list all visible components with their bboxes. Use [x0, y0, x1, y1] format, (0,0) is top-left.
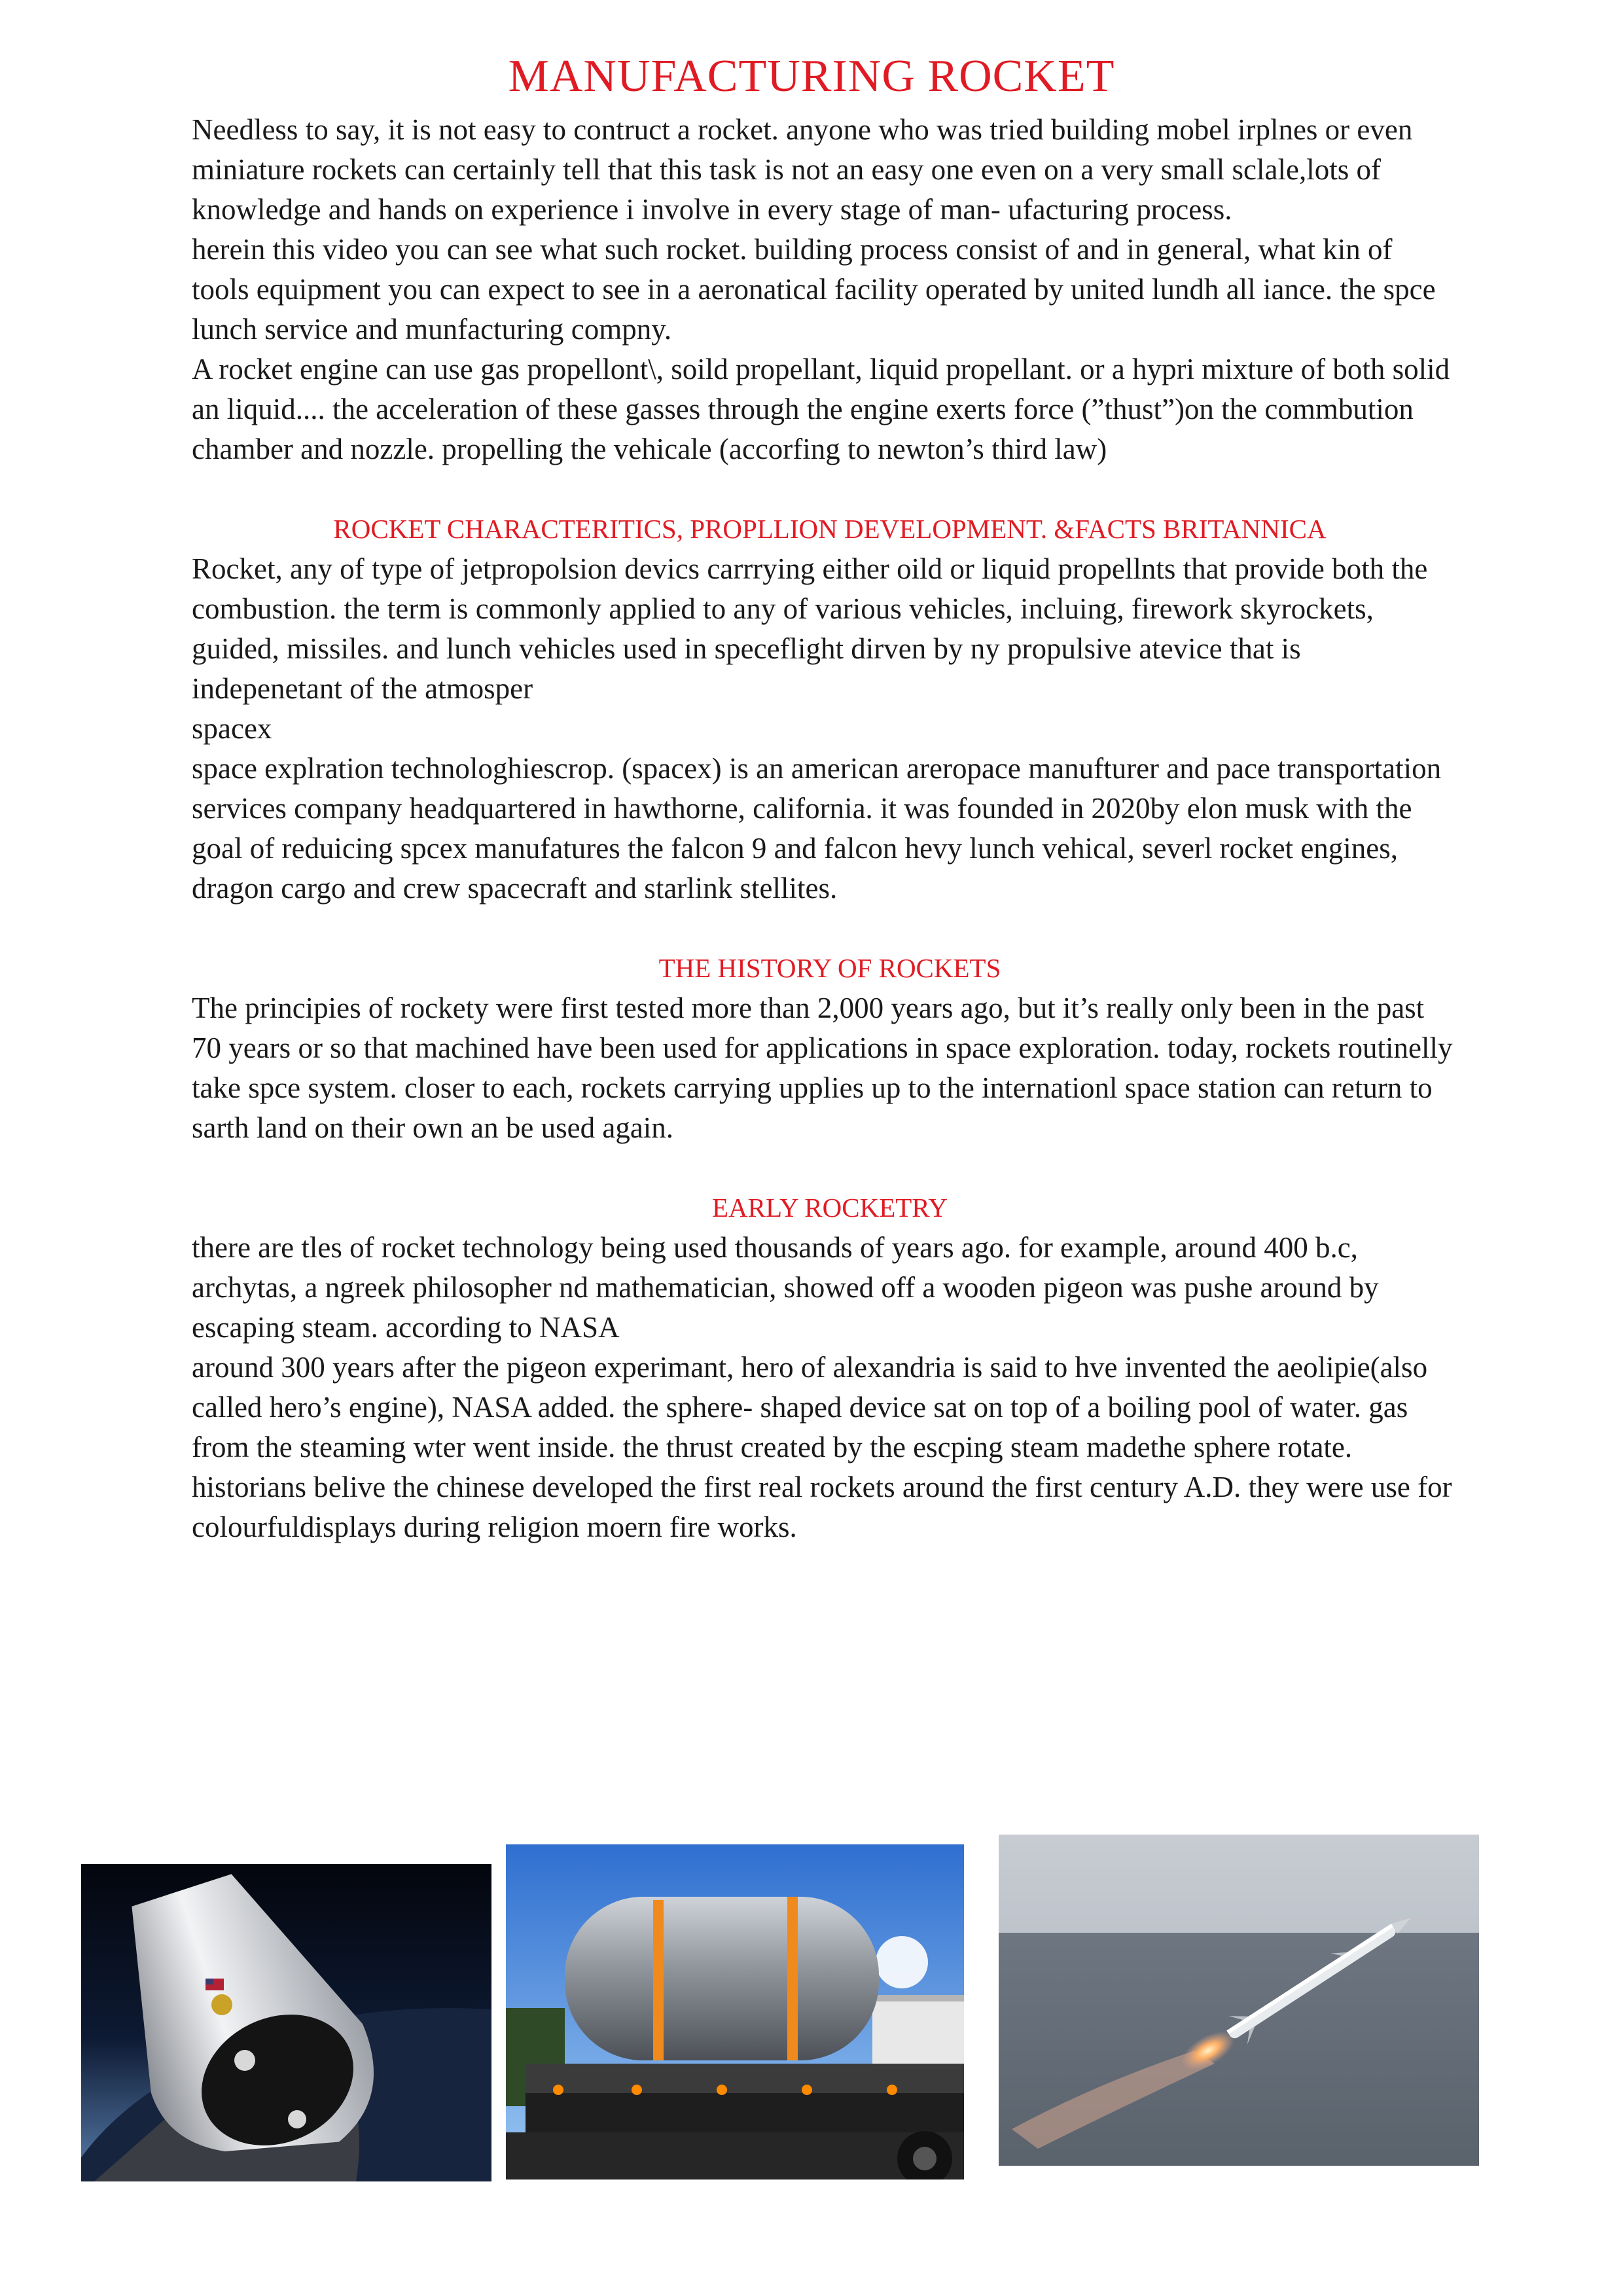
spacex-paragraph: space explration technologhiescrop. (spacex) is an american areropace manufturer and pace transportation services company headquartered in hawthorne, california. it was founded in 2020by elon musk with the goal of reduicing spcex manufatures the falcon 9 and falcon hevy lunch vehical, severl rocket engines, dragon cargo and crew spacecraft and starlink stellites.	[192, 752, 1442, 905]
section-heading-characteristics: ROCKET CHARACTERITICS, PROPLLION DEVELOPMENT. &FACTS BRITANNICA	[333, 514, 1327, 544]
page-title: MANUFACTURING ROCKET	[508, 51, 1115, 101]
rocket-tank-photo	[506, 1844, 964, 2179]
history-paragraph: The principies of rockety were first tested more than 2,000 years ago, but it’s really only been in the past 70 years or so that machined have been used for applications in space exploration. today, rockets routinelly take spce system. closer to each, rockets carrying upplies up to the internationl space station can return to sarth land on their own an be used again.	[192, 992, 1453, 1144]
document-body	[192, 110, 1455, 1547]
early-rocketry-paragraph-2: around 300 years after the pigeon experimant, hero of alexandria is said to hve invented the aeolipie(also called hero’s engine), NASA added. the sphere- shaped device sat on top of a boiling pool of water. gas from the steaming wter went inside. the thrust created by the escping steam madethe sphere rotate. historians belive the chinese developed the first real rockets around the first century A.D. they were use for colourfuldisplays during religion moern fire works.	[192, 1351, 1452, 1543]
characteristics-paragraph-1: Rocket, any of type of jetpropolsion devics carrrying either oild or liquid propellnts that provide both the combustion. the term is commonly applied to any of various vehicles, incluing, firework skyrockets, guided, missiles. and lunch vehicles used in speceflight dirven by ny propulsive atevice that is indepenetant of the atmosper	[192, 552, 1428, 705]
intro-paragraph-3: A rocket engine can use gas propellont\, soild propellant, liquid propellant. or a hypri mixture of both solid an liquid.... the acceleration of these gasses through the engine exerts force (”thust”)on the commbution chamber and nozzle. propelling the vehicale (accorfing to newton’s third law)	[192, 353, 1450, 465]
space-capsule-photo	[81, 1864, 491, 2181]
intro-paragraph-1: Needless to say, it is not easy to contruct a rocket. anyone who was tried building mobel irplnes or even miniature rockets can certainly tell that this task is not an easy one even on a very small sclale,lots of knowledge and hands on experience i involve in every stage of man- ufacturing process.	[192, 113, 1413, 226]
spacex-label: spacex	[192, 712, 272, 745]
section-heading-history: THE HISTORY OF ROCKETS	[658, 953, 1001, 983]
missile-launch-photo	[999, 1835, 1479, 2166]
section-heading-early-rocketry: EARLY ROCKETRY	[712, 1193, 948, 1223]
early-rocketry-paragraph-1: there are tles of rocket technology being used thousands of years ago. for example, around 400 b.c, archytas, a ngreek philosopher nd mathematician, showed off a wooden pigeon was pushe around by escaping steam. according to NASA	[192, 1231, 1379, 1344]
intro-paragraph-2: herein this video you can see what such rocket. building process consist of and in general, what kin of tools equipment you can expect to see in a aeronatical facility operated by united lundh all iance. the spce lunch service and munfacturing compny.	[192, 233, 1436, 346]
